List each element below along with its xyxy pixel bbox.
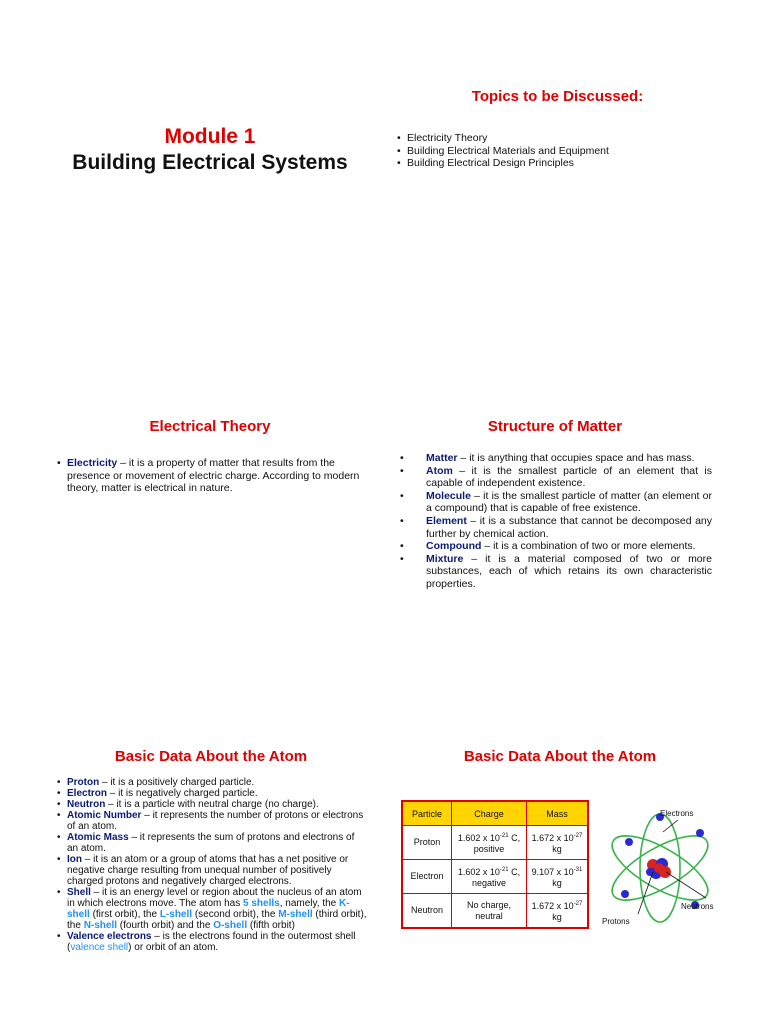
topic-item: • Building Electrical Materials and Equipment xyxy=(395,145,720,158)
table-row xyxy=(402,826,588,860)
highlight: K-shell xyxy=(67,898,350,920)
atom-data-heading: Basic Data About the Atom xyxy=(114,748,308,765)
list-item xyxy=(55,931,367,953)
list-item xyxy=(55,777,367,788)
text: 1.672 x 10 xyxy=(531,900,574,911)
list-item xyxy=(55,832,367,854)
term: Atomic Mass xyxy=(67,832,129,843)
text: C, xyxy=(508,866,521,877)
definition: – it is a combination of two or more elements. xyxy=(481,540,696,553)
exponent: -31 xyxy=(573,866,583,873)
text: (first orbit), the xyxy=(89,909,160,920)
particle-cell: Proton xyxy=(402,826,452,860)
list-item xyxy=(398,465,712,490)
topics-heading: Topics to be Discussed: xyxy=(471,88,644,105)
text: (third orbit), the xyxy=(67,909,367,931)
column-header: Charge xyxy=(452,801,527,826)
particle-table xyxy=(401,800,589,929)
exponent: -21 xyxy=(499,866,509,873)
slide-topics xyxy=(395,88,720,170)
electrons-label: Electrons xyxy=(660,809,694,818)
text: (fourth orbit) and the xyxy=(117,920,214,931)
term: Atom xyxy=(426,464,453,477)
particle-cell: Electron xyxy=(402,860,452,894)
list-item xyxy=(55,810,367,832)
highlight: O-shell xyxy=(213,920,248,931)
list-item xyxy=(398,515,712,540)
text: – it is an energy level or region about the nucleus of an atom in which electrons move. The atom has xyxy=(67,887,362,909)
column-header: Particle xyxy=(402,801,452,826)
term: Molecule xyxy=(426,489,471,502)
slide-atom-table xyxy=(395,748,725,765)
neutrons-label: Neutrons xyxy=(681,902,714,911)
term: Compound xyxy=(426,540,482,553)
term: Matter xyxy=(426,452,458,464)
definition: – it is the smallest particle of an element that is capable of independent existence. xyxy=(426,464,712,490)
text: 1.672 x 10 xyxy=(531,832,574,843)
atom-table-heading: Basic Data About the Atom xyxy=(463,748,657,765)
charge-cell xyxy=(452,826,527,860)
nucleus xyxy=(646,858,671,879)
particle-cell: Neutron xyxy=(402,894,452,929)
term: Element xyxy=(426,514,467,527)
list-item xyxy=(55,799,367,810)
topics-list xyxy=(395,132,720,170)
module-number: Module 1 xyxy=(164,125,256,148)
structure-heading: Structure of Matter xyxy=(487,418,623,435)
topic-item: • Electricity Theory xyxy=(395,132,720,145)
module-title: Building Electrical Systems xyxy=(72,151,348,174)
list-item xyxy=(55,457,365,495)
term: Atomic Number xyxy=(67,810,142,821)
mass-cell xyxy=(527,894,589,929)
definition: – it is a substance that cannot be decomposed any further by chemical action. xyxy=(426,514,712,540)
list-item xyxy=(55,788,367,799)
column-header: Mass xyxy=(527,801,589,826)
table-header-row xyxy=(402,801,588,826)
mass-cell xyxy=(527,826,589,860)
definition: – it is a particle with neutral charge (no charge). xyxy=(105,799,319,810)
term: Electricity xyxy=(67,457,118,469)
text: (fifth orbit) xyxy=(247,920,295,931)
term: Neutron xyxy=(67,799,106,810)
table-row xyxy=(402,894,588,929)
charge-cell xyxy=(452,860,527,894)
charge-cell xyxy=(452,894,527,929)
definition: – it is negatively charged particle. xyxy=(107,788,258,799)
protons-label: Protons xyxy=(602,917,630,926)
text: (second orbit), the xyxy=(192,909,279,920)
text: positive xyxy=(473,843,505,854)
term: Shell xyxy=(67,887,91,898)
table-row xyxy=(402,860,588,894)
definition: – it is a material composed of two or more substances, each of which retains its own characteristic properties. xyxy=(426,552,712,590)
slide-electrical-theory xyxy=(55,418,365,495)
atom-diagram xyxy=(598,802,726,928)
text: 1.602 x 10 xyxy=(457,866,500,877)
text: neutral xyxy=(475,910,503,921)
highlight: N-shell xyxy=(83,920,118,931)
definition: – it is the smallest particle of matter (an element or a compound) that is capable of free existence. xyxy=(426,489,712,515)
text: kg xyxy=(552,843,562,854)
term: Mixture xyxy=(426,552,464,565)
text: No charge, xyxy=(466,899,512,910)
term: Electron xyxy=(67,788,108,799)
electrical-theory-list xyxy=(55,457,365,495)
highlight: M-shell xyxy=(278,909,313,920)
exponent: -21 xyxy=(499,832,509,839)
definition: – it represents the sum of protons and electrons of an atom. xyxy=(67,832,355,854)
text: negative xyxy=(471,877,507,888)
text: kg xyxy=(552,911,562,922)
highlight: 5 shells xyxy=(243,898,280,909)
topic-item: • Building Electrical Design Principles xyxy=(395,157,720,170)
slide-module-title xyxy=(40,125,380,175)
list-item xyxy=(398,452,712,465)
list-item xyxy=(398,490,712,515)
term: Valence electrons xyxy=(67,931,152,942)
matter-list xyxy=(398,452,712,591)
definition: – it is an atom or a group of atoms that has a net positive or negative charge resulting from unequal number of positively charged protons and negatively charged electrons. xyxy=(67,854,349,887)
text: C, xyxy=(508,832,521,843)
mass-cell xyxy=(527,860,589,894)
text: , namely, the xyxy=(279,898,340,909)
list-item xyxy=(398,540,712,553)
text: 9.107 x 10 xyxy=(531,866,574,877)
highlight: L-shell xyxy=(159,909,193,920)
definition: – it represents the number of protons or electrons of an atom. xyxy=(67,810,364,832)
exponent: -27 xyxy=(573,900,583,907)
exponent: -27 xyxy=(573,832,583,839)
text: – is the electrons found in the outermost shell ( xyxy=(67,931,356,953)
list-item xyxy=(55,887,367,931)
definition: – it is a property of matter that results from the presence or movement of electric charge. According to modern theory, matter is electrical in nature. xyxy=(67,457,360,495)
slide-structure-of-matter xyxy=(398,418,712,591)
list-item xyxy=(398,553,712,591)
slide-atom-data-list xyxy=(55,748,367,953)
text: kg xyxy=(552,877,562,888)
electrical-theory-heading: Electrical Theory xyxy=(149,418,271,435)
definition: – it is anything that occupies space and has mass. xyxy=(457,452,695,464)
list-item xyxy=(55,854,367,887)
atom-data-list xyxy=(55,777,367,953)
highlight: valence shell xyxy=(70,942,129,953)
term: Proton xyxy=(67,777,100,788)
term: Ion xyxy=(67,854,82,865)
text: 1.602 x 10 xyxy=(457,832,500,843)
definition: – it is a positively charged particle. xyxy=(99,777,255,788)
text: ) or orbit of an atom. xyxy=(128,942,219,953)
